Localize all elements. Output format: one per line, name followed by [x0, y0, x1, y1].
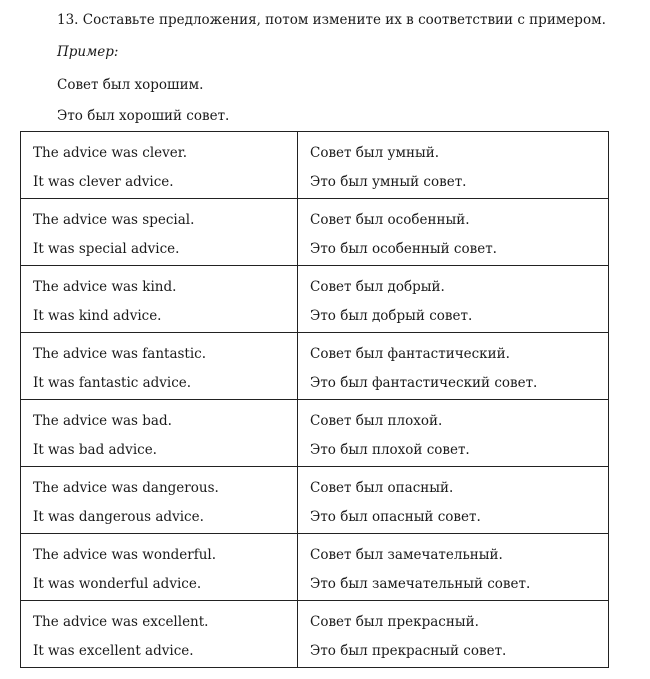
russian-rewrite: Это был фантастический совет.: [310, 375, 538, 391]
english-sentence: The advice was excellent.: [33, 614, 209, 630]
english-sentence: The advice was dangerous.: [33, 480, 219, 496]
russian-cell: [298, 400, 609, 467]
example-sentence-2: Это был хороший совет.: [57, 108, 230, 124]
english-rewrite: It was dangerous advice.: [33, 509, 204, 525]
russian-sentence: Совет был замечательный.: [310, 547, 503, 563]
table-row: [21, 333, 609, 400]
russian-rewrite: Это был замечательный совет.: [310, 576, 531, 592]
exercise-table: [20, 131, 609, 668]
russian-rewrite: Это был опасный совет.: [310, 509, 481, 525]
russian-cell: [298, 333, 609, 400]
english-cell: [21, 601, 298, 668]
russian-sentence: Совет был особенный.: [310, 212, 470, 228]
russian-cell: [298, 601, 609, 668]
russian-rewrite: Это был прекрасный совет.: [310, 643, 507, 659]
russian-rewrite: Это был плохой совет.: [310, 442, 470, 458]
russian-cell: [298, 534, 609, 601]
english-rewrite: It was bad advice.: [33, 442, 157, 458]
example-sentence-1: Совет был хорошим.: [57, 77, 204, 93]
russian-cell: [298, 132, 609, 199]
table-row: [21, 132, 609, 199]
russian-cell: [298, 467, 609, 534]
russian-cell: [298, 199, 609, 266]
russian-sentence: Совет был добрый.: [310, 279, 445, 295]
english-cell: [21, 199, 298, 266]
table-row: [21, 534, 609, 601]
english-sentence: The advice was bad.: [33, 413, 172, 429]
english-cell: [21, 400, 298, 467]
table-row: [21, 199, 609, 266]
english-rewrite: It was clever advice.: [33, 174, 174, 190]
russian-rewrite: Это был умный совет.: [310, 174, 467, 190]
task-heading: [57, 12, 606, 28]
russian-rewrite: Это был особенный совет.: [310, 241, 497, 257]
english-sentence: The advice was wonderful.: [33, 547, 217, 563]
russian-sentence: Совет был плохой.: [310, 413, 443, 429]
task-instruction: Составьте предложения, потом измените их в соответствии с примером.: [82, 12, 606, 28]
english-rewrite: It was excellent advice.: [33, 643, 194, 659]
task-number: 13.: [57, 12, 79, 28]
table-row: [21, 266, 609, 333]
example-label: Пример:: [57, 44, 119, 60]
russian-sentence: Совет был прекрасный.: [310, 614, 479, 630]
table-row: [21, 467, 609, 534]
english-sentence: The advice was fantastic.: [33, 346, 207, 362]
russian-sentence: Совет был умный.: [310, 145, 440, 161]
table-row: [21, 400, 609, 467]
english-cell: [21, 467, 298, 534]
english-sentence: The advice was kind.: [33, 279, 177, 295]
english-sentence: The advice was clever.: [33, 145, 188, 161]
english-rewrite: It was fantastic advice.: [33, 375, 192, 391]
russian-rewrite: Это был добрый совет.: [310, 308, 473, 324]
english-rewrite: It was kind advice.: [33, 308, 162, 324]
english-cell: [21, 132, 298, 199]
english-cell: [21, 333, 298, 400]
english-cell: [21, 266, 298, 333]
russian-sentence: Совет был опасный.: [310, 480, 454, 496]
english-rewrite: It was wonderful advice.: [33, 576, 202, 592]
russian-sentence: Совет был фантастический.: [310, 346, 510, 362]
english-sentence: The advice was special.: [33, 212, 195, 228]
table-row: [21, 601, 609, 668]
english-cell: [21, 534, 298, 601]
russian-cell: [298, 266, 609, 333]
english-rewrite: It was special advice.: [33, 241, 180, 257]
